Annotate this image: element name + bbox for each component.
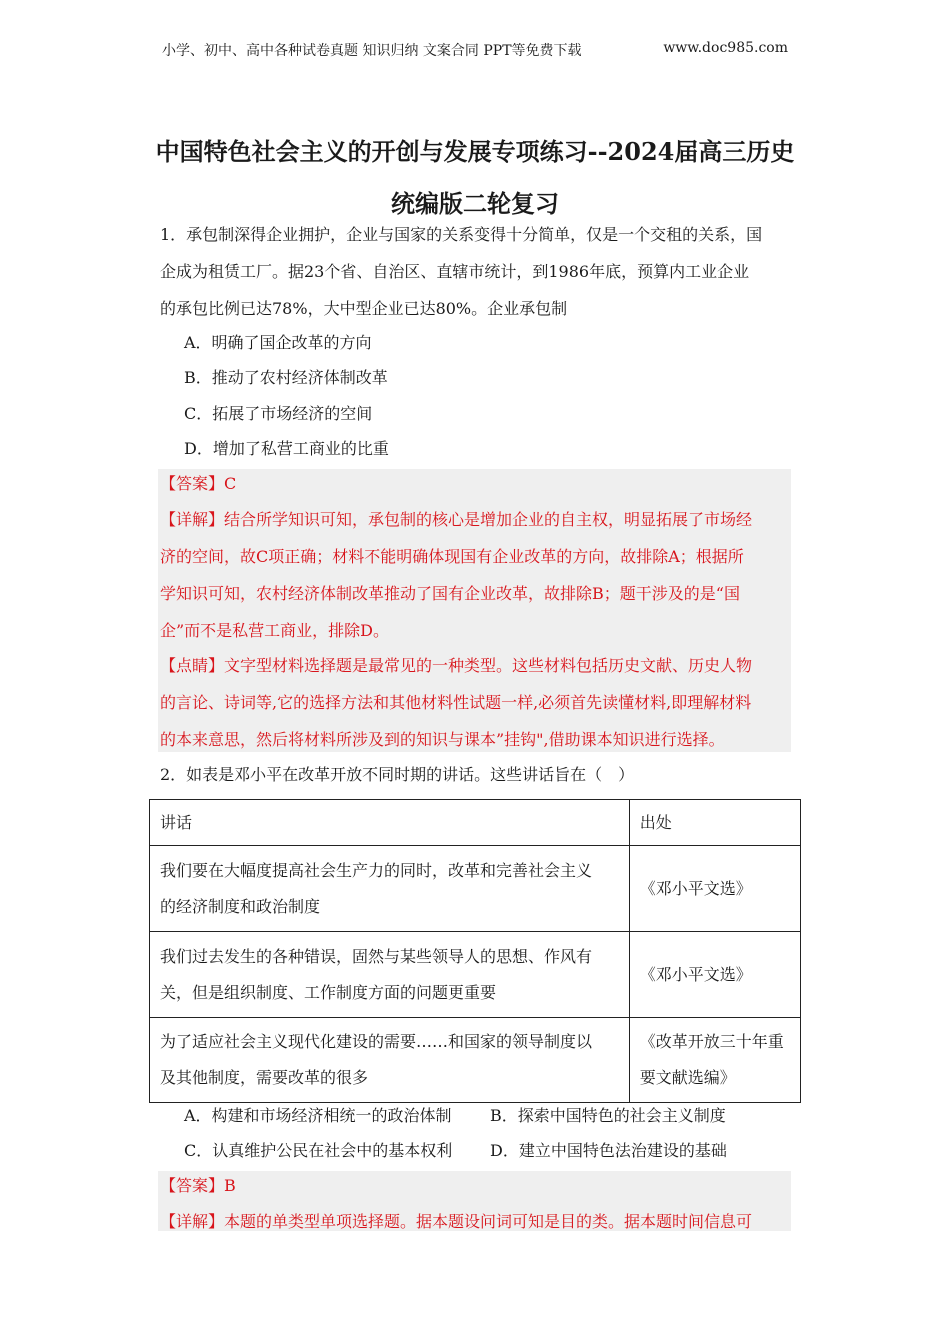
source-line: 《邓小平文选》 [639,878,752,898]
speech-line: 我们过去发生的各种错误，固然与某些领导人的思想、作风有 [160,946,593,966]
q1-option-c: C．拓展了市场经济的空间 [184,404,373,423]
q2-option-d: D．建立中国特色法治建设的基础 [490,1141,727,1160]
q2-option-a: A．构建和市场经济相统一的政治体制 [184,1106,452,1125]
q2-option-c: C．认真维护公民在社会中的基本权利 [184,1141,453,1160]
source-line: 《邓小平文选》 [639,964,752,984]
page-title-line-2: 统编版二轮复习 [391,189,559,218]
source-line: 要文献选编》 [639,1068,736,1087]
table-header-speech: 讲话 [150,800,630,846]
page-title-line-1: 中国特色社会主义的开创与发展专项练习--2024届高三历史 [155,137,795,166]
speech-line: 关，但是组织制度、工作制度方面的问题更重要 [160,982,497,1002]
table-cell-speech [150,932,630,1018]
q1-detail-line-4: 企”而不是私营工商业，排除D。 [160,621,390,640]
table-row [150,932,801,1018]
q1-stem-line-2: 企成为租赁工厂。据23个省、自治区、直辖市统计，到1986年底，预算内工业企业 [160,262,750,281]
header-site-url[interactable]: www.doc985.com [663,40,788,56]
q2-detail-line-1: 【详解】本题的单类型单项选择题。据本题设问词可知是目的类。据本题时间信息可 [160,1212,753,1231]
speech-line: 我们要在大幅度提高社会生产力的同时，改革和完善社会主义 [160,860,593,880]
q2-stem: 2．如表是邓小平在改革开放不同时期的讲话。这些讲话旨在（ ） [160,765,635,784]
q2-option-b: B．探索中国特色的社会主义制度 [490,1106,726,1125]
q2-answer: 【答案】B [160,1176,236,1195]
q1-option-d: D．增加了私营工商业的比重 [184,439,389,458]
source-line: 《改革开放三十年重 [639,1032,784,1051]
q1-option-a: A．明确了国企改革的方向 [184,333,372,352]
table-cell-source [629,846,800,932]
speech-line: 的经济制度和政治制度 [160,896,321,916]
table-cell-speech [150,846,630,932]
table-row [150,1018,801,1103]
speech-line: 为了适应社会主义现代化建设的需要……和国家的领导制度以 [160,1032,593,1051]
speech-table [149,799,801,1103]
table-row [150,846,801,932]
table-header-source: 出处 [629,800,800,846]
q1-option-b: B．推动了农村经济体制改革 [184,368,388,387]
q1-stem-line-1: 1．承包制深得企业拥护，企业与国家的关系变得十分简单，仅是一个交租的关系，国 [160,225,763,244]
table-cell-source [629,932,800,1018]
header-left-text: 小学、初中、高中各种试卷真题 知识归纳 文案合同 PPT等免费下载 [162,43,582,59]
q1-stem-line-3: 的承包比例已达78%，大中型企业已达80%。企业承包制 [160,299,568,318]
q1-tip-line-2: 的言论、诗词等,它的选择方法和其他材料性试题一样,必须首先读懂材料,即理解材料 [160,693,752,712]
table-cell-source [629,1018,800,1103]
q1-detail-line-1: 【详解】结合所学知识可知，承包制的核心是增加企业的自主权，明显拓展了市场经 [160,510,753,529]
speech-line: 及其他制度，需要改革的很多 [160,1068,369,1087]
q1-tip-line-1: 【点睛】文字型材料选择题是最常见的一种类型。这些材料包括历史文献、历史人物 [160,656,753,675]
q1-detail-line-2: 济的空间，故C项正确；材料不能明确体现国有企业改革的方向，故排除A；根据所 [160,547,744,566]
table-cell-speech [150,1018,630,1103]
q1-answer: 【答案】C [160,474,237,493]
table-header-row [150,800,801,846]
q1-detail-line-3: 学知识可知，农村经济体制改革推动了国有企业改革，故排除B；题干涉及的是“国 [160,584,740,603]
q1-tip-line-3: 的本来意思，然后将材料所涉及到的知识与课本”挂钩",借助课本知识进行选择。 [160,730,725,749]
